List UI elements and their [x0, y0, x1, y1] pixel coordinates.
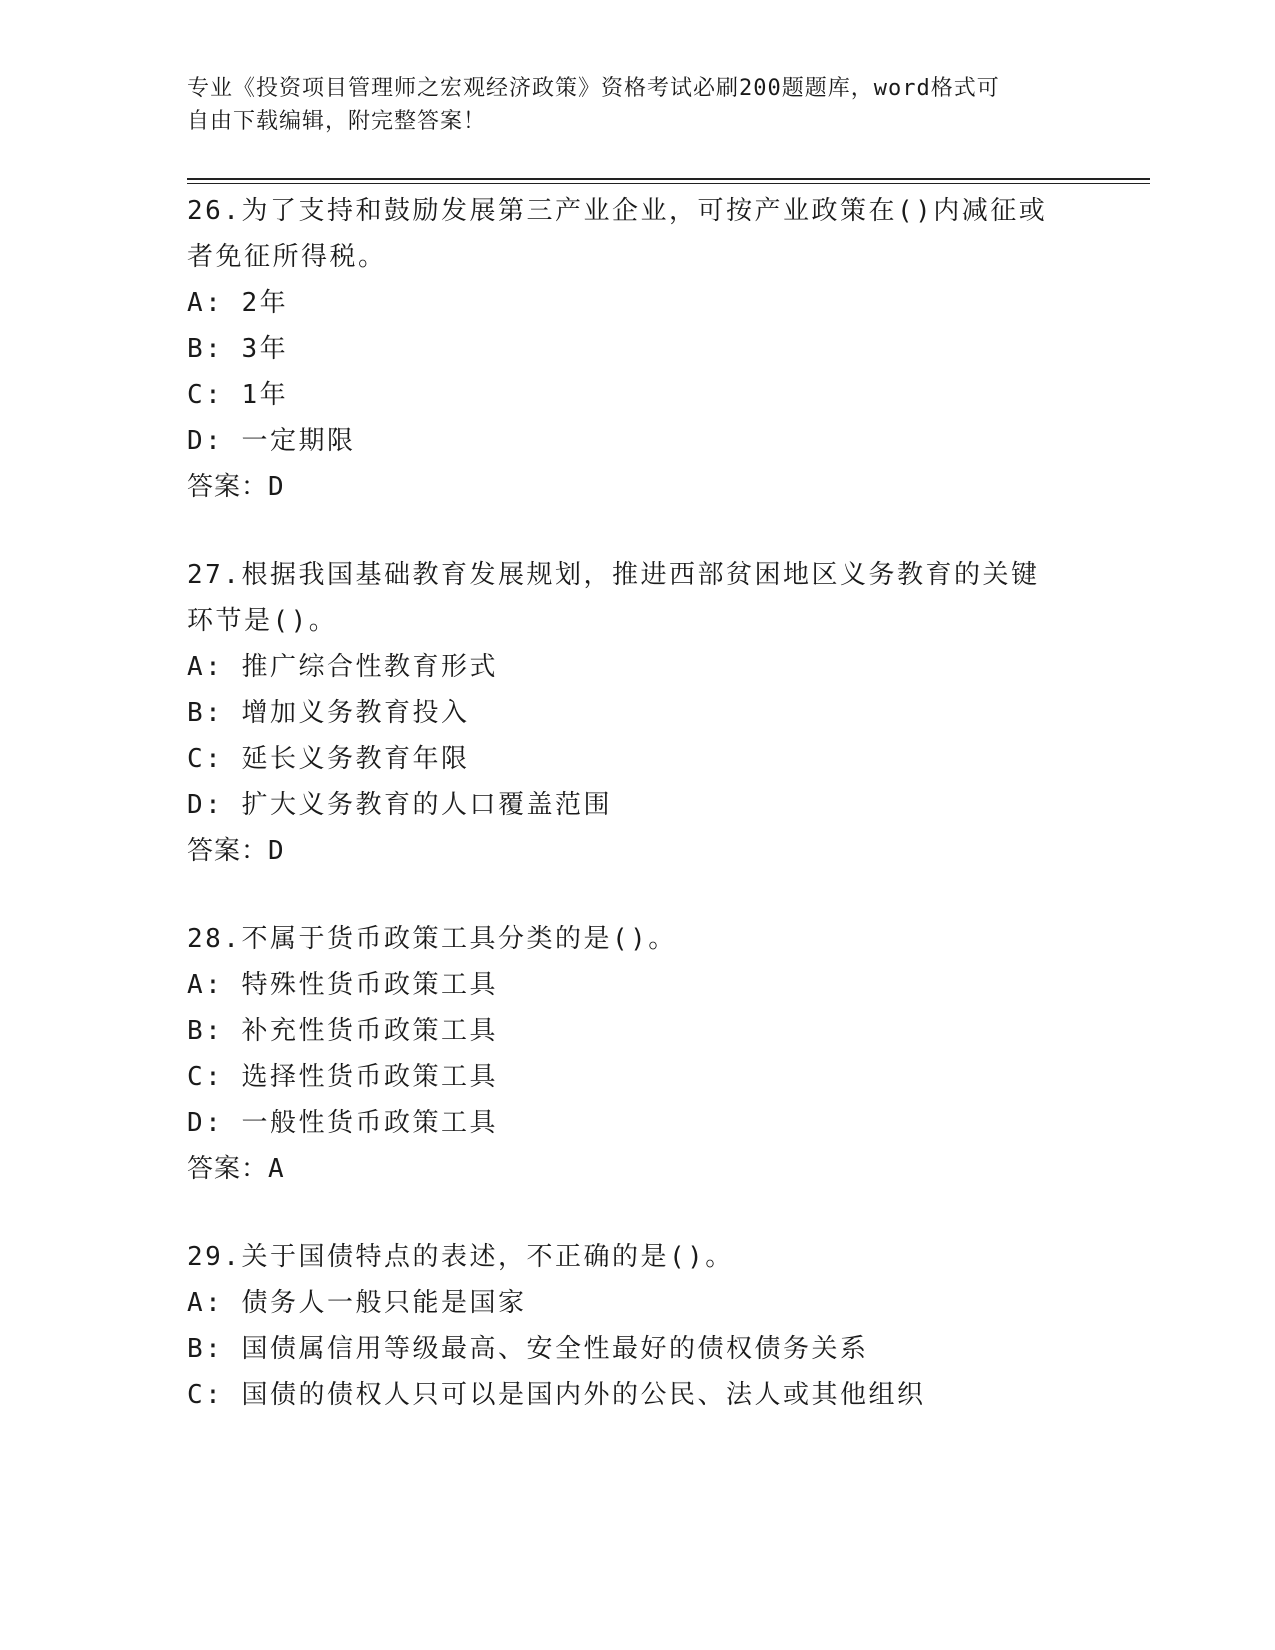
- option-d: D: 一定期限: [187, 426, 356, 456]
- answer-value: D: [268, 472, 285, 502]
- document-header: [187, 72, 1067, 138]
- option-a: A: 债务人一般只能是国家: [187, 1288, 527, 1318]
- answer-value: A: [268, 1154, 285, 1184]
- answer-label: 答案：: [187, 472, 269, 502]
- option-b: B: 国债属信用等级最高、安全性最好的债权债务关系: [187, 1334, 869, 1364]
- option-c: C: 1年: [187, 380, 289, 410]
- header-divider-thick: [187, 178, 1150, 180]
- answer-line: [187, 1146, 1087, 1192]
- option-c: C: 延长义务教育年限: [187, 744, 470, 774]
- option-a: A: 2年: [187, 288, 289, 318]
- answer-label: 答案：: [187, 1154, 269, 1184]
- question-stem: 27.根据我国基础教育发展规划，推进西部贫困地区义务教育的关键环节是()。: [187, 560, 1040, 636]
- option-d: D: 扩大义务教育的人口覆盖范围: [187, 790, 612, 820]
- answer-line: [187, 464, 1087, 510]
- question-stem: 28.不属于货币政策工具分类的是()。: [187, 924, 677, 954]
- option-a: A: 特殊性货币政策工具: [187, 970, 498, 1000]
- option-b: B: 增加义务教育投入: [187, 698, 470, 728]
- question-stem: 29.关于国债特点的表述，不正确的是()。: [187, 1242, 734, 1272]
- question-block: [187, 552, 1087, 874]
- option-b: B: 3年: [187, 334, 289, 364]
- header-divider-thin: [187, 183, 1150, 184]
- option-b: B: 补充性货币政策工具: [187, 1016, 498, 1046]
- question-block: [187, 188, 1087, 510]
- option-a: A: 推广综合性教育形式: [187, 652, 498, 682]
- header-line-2: 自由下载编辑，附完整答案！: [187, 109, 487, 134]
- option-c: C: 国债的债权人只可以是国内外的公民、法人或其他组织: [187, 1380, 926, 1410]
- answer-label: 答案：: [187, 836, 269, 866]
- header-line-1: 专业《投资项目管理师之宏观经济政策》资格考试必刷200题题库，word格式可: [187, 76, 1000, 101]
- question-stem: 26.为了支持和鼓励发展第三产业企业，可按产业政策在()内减征或者免征所得税。: [187, 196, 1048, 272]
- question-block: [187, 1234, 1087, 1418]
- question-list: [187, 188, 1087, 1460]
- question-block: [187, 916, 1087, 1192]
- option-c: C: 选择性货币政策工具: [187, 1062, 498, 1092]
- option-d: D: 一般性货币政策工具: [187, 1108, 498, 1138]
- answer-value: D: [268, 836, 285, 866]
- answer-line: [187, 828, 1087, 874]
